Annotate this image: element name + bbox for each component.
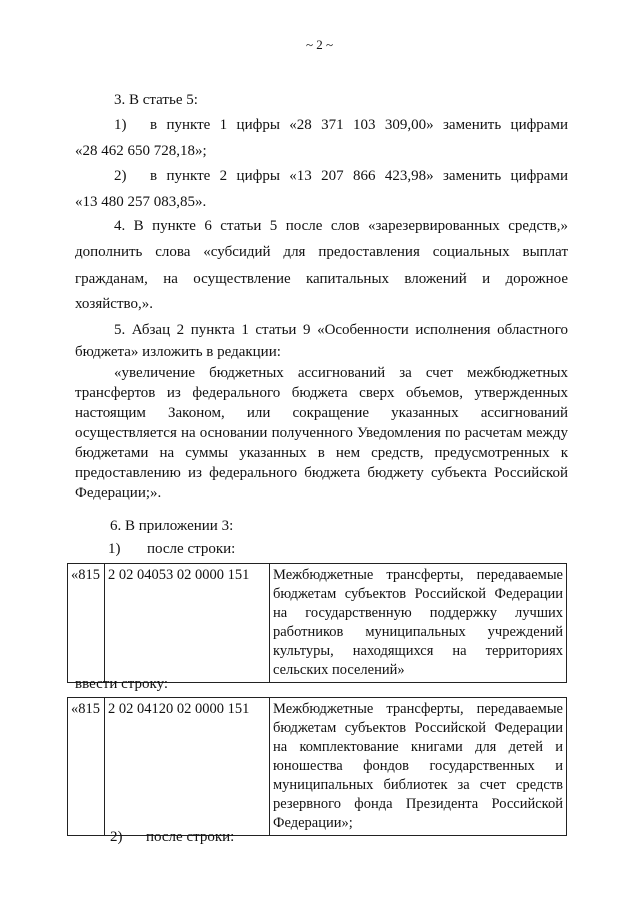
insert-row-text: ввести строку: [75,676,169,692]
table2-col3 [270,698,567,836]
item6-sub1-text: после строки: [147,541,236,557]
item4-line1: 4. В пункте 6 статьи 5 после слов «зарезервированных средств,» [114,218,568,234]
item3-sub2-continuation: «13 480 257 083,85». [75,194,207,210]
table2-col3-line3: на комплектование книгами для детей и [273,739,563,755]
item5-quote-line3: настоящим Законом, или сокращение указанных ассигнований [75,405,568,421]
table1-col3-line4: работников муниципальных учреждений [273,624,563,640]
item3-sub1-continuation: «28 462 650 728,18»; [75,143,207,159]
item5-line2: бюджета» изложить в редакции: [75,344,281,360]
table1-col3 [270,564,567,683]
item4-line2: дополнить слова «субсидий для предоставления социальных выплат [75,244,568,260]
item6-sub2-text: после строки: [146,829,235,845]
page-number: ~ 2 ~ [306,37,334,52]
item5-quote-line1: «увеличение бюджетных ассигнований за счет межбюджетных [114,365,568,381]
item3-sub2-number: 2) [114,168,127,184]
table2-col3-line1: Межбюджетные трансферты, передаваемые [273,701,563,717]
item4-line3: гражданам, на осуществление капитальных вложений и дорожное [75,271,568,287]
table2-col3-line7: Федерации»; [273,815,353,831]
item3-sub1-text: в пункте 1 цифры «28 371 103 309,00» заменить цифрами [150,117,568,133]
table1-col2: 2 02 04053 02 0000 151 [105,564,270,683]
table2-col2: 2 02 04120 02 0000 151 [105,698,270,836]
item3-sub2-text: в пункте 2 цифры «13 207 866 423,98» заменить цифрами [150,168,568,184]
item4-line4: хозяйство,». [75,296,153,312]
item5-quote-line5: бюджетами на суммы указанных в нем средств, предусмотренных к [75,445,568,461]
table1-col3-line2: бюджетам субъектов Российской Федерации [273,586,563,602]
item6-sub1-number: 1) [108,541,121,557]
table1-col3-line3: на государственную поддержку лучших [273,605,563,621]
table2-col3-line2: бюджетам субъектов Российской Федерации [273,720,563,736]
item6-heading: 6. В приложении 3: [110,518,234,534]
table1-col3-line6: сельских поселений» [273,662,405,678]
item6-sub2-number: 2) [110,829,123,845]
item5-quote-line7: Федерации;». [75,485,162,501]
item5-quote-line6: предоставлению из федерального бюджета бюджету субъекта Российской [75,465,568,481]
table1-col1: «815 [68,564,105,683]
item3-sub1-number: 1) [114,117,127,133]
table-row-1 [67,563,567,683]
table1-col3-line5: культуры, находящихся на территориях [273,643,563,659]
table2-col3-line5: муниципальных библиотек за счет средств [273,777,563,793]
table2-col1: «815 [68,698,105,836]
table2-col3-line6: резервного фонда Президента Российской [273,796,563,812]
table2-col3-line4: юношества фондов государственных и [273,758,563,774]
table-row-2 [67,697,567,836]
item5-quote-line4: осуществляется на основании полученного Уведомления по расчетам между [75,425,568,441]
item5-quote-line2: трансфертов из федерального бюджета сверх объемов, утвержденных [75,385,568,401]
item5-line1: 5. Абзац 2 пункта 1 статьи 9 «Особенности исполнения областного [114,322,568,338]
table1-col3-line1: Межбюджетные трансферты, передаваемые [273,567,563,583]
item3-heading: 3. В статье 5: [114,92,198,108]
